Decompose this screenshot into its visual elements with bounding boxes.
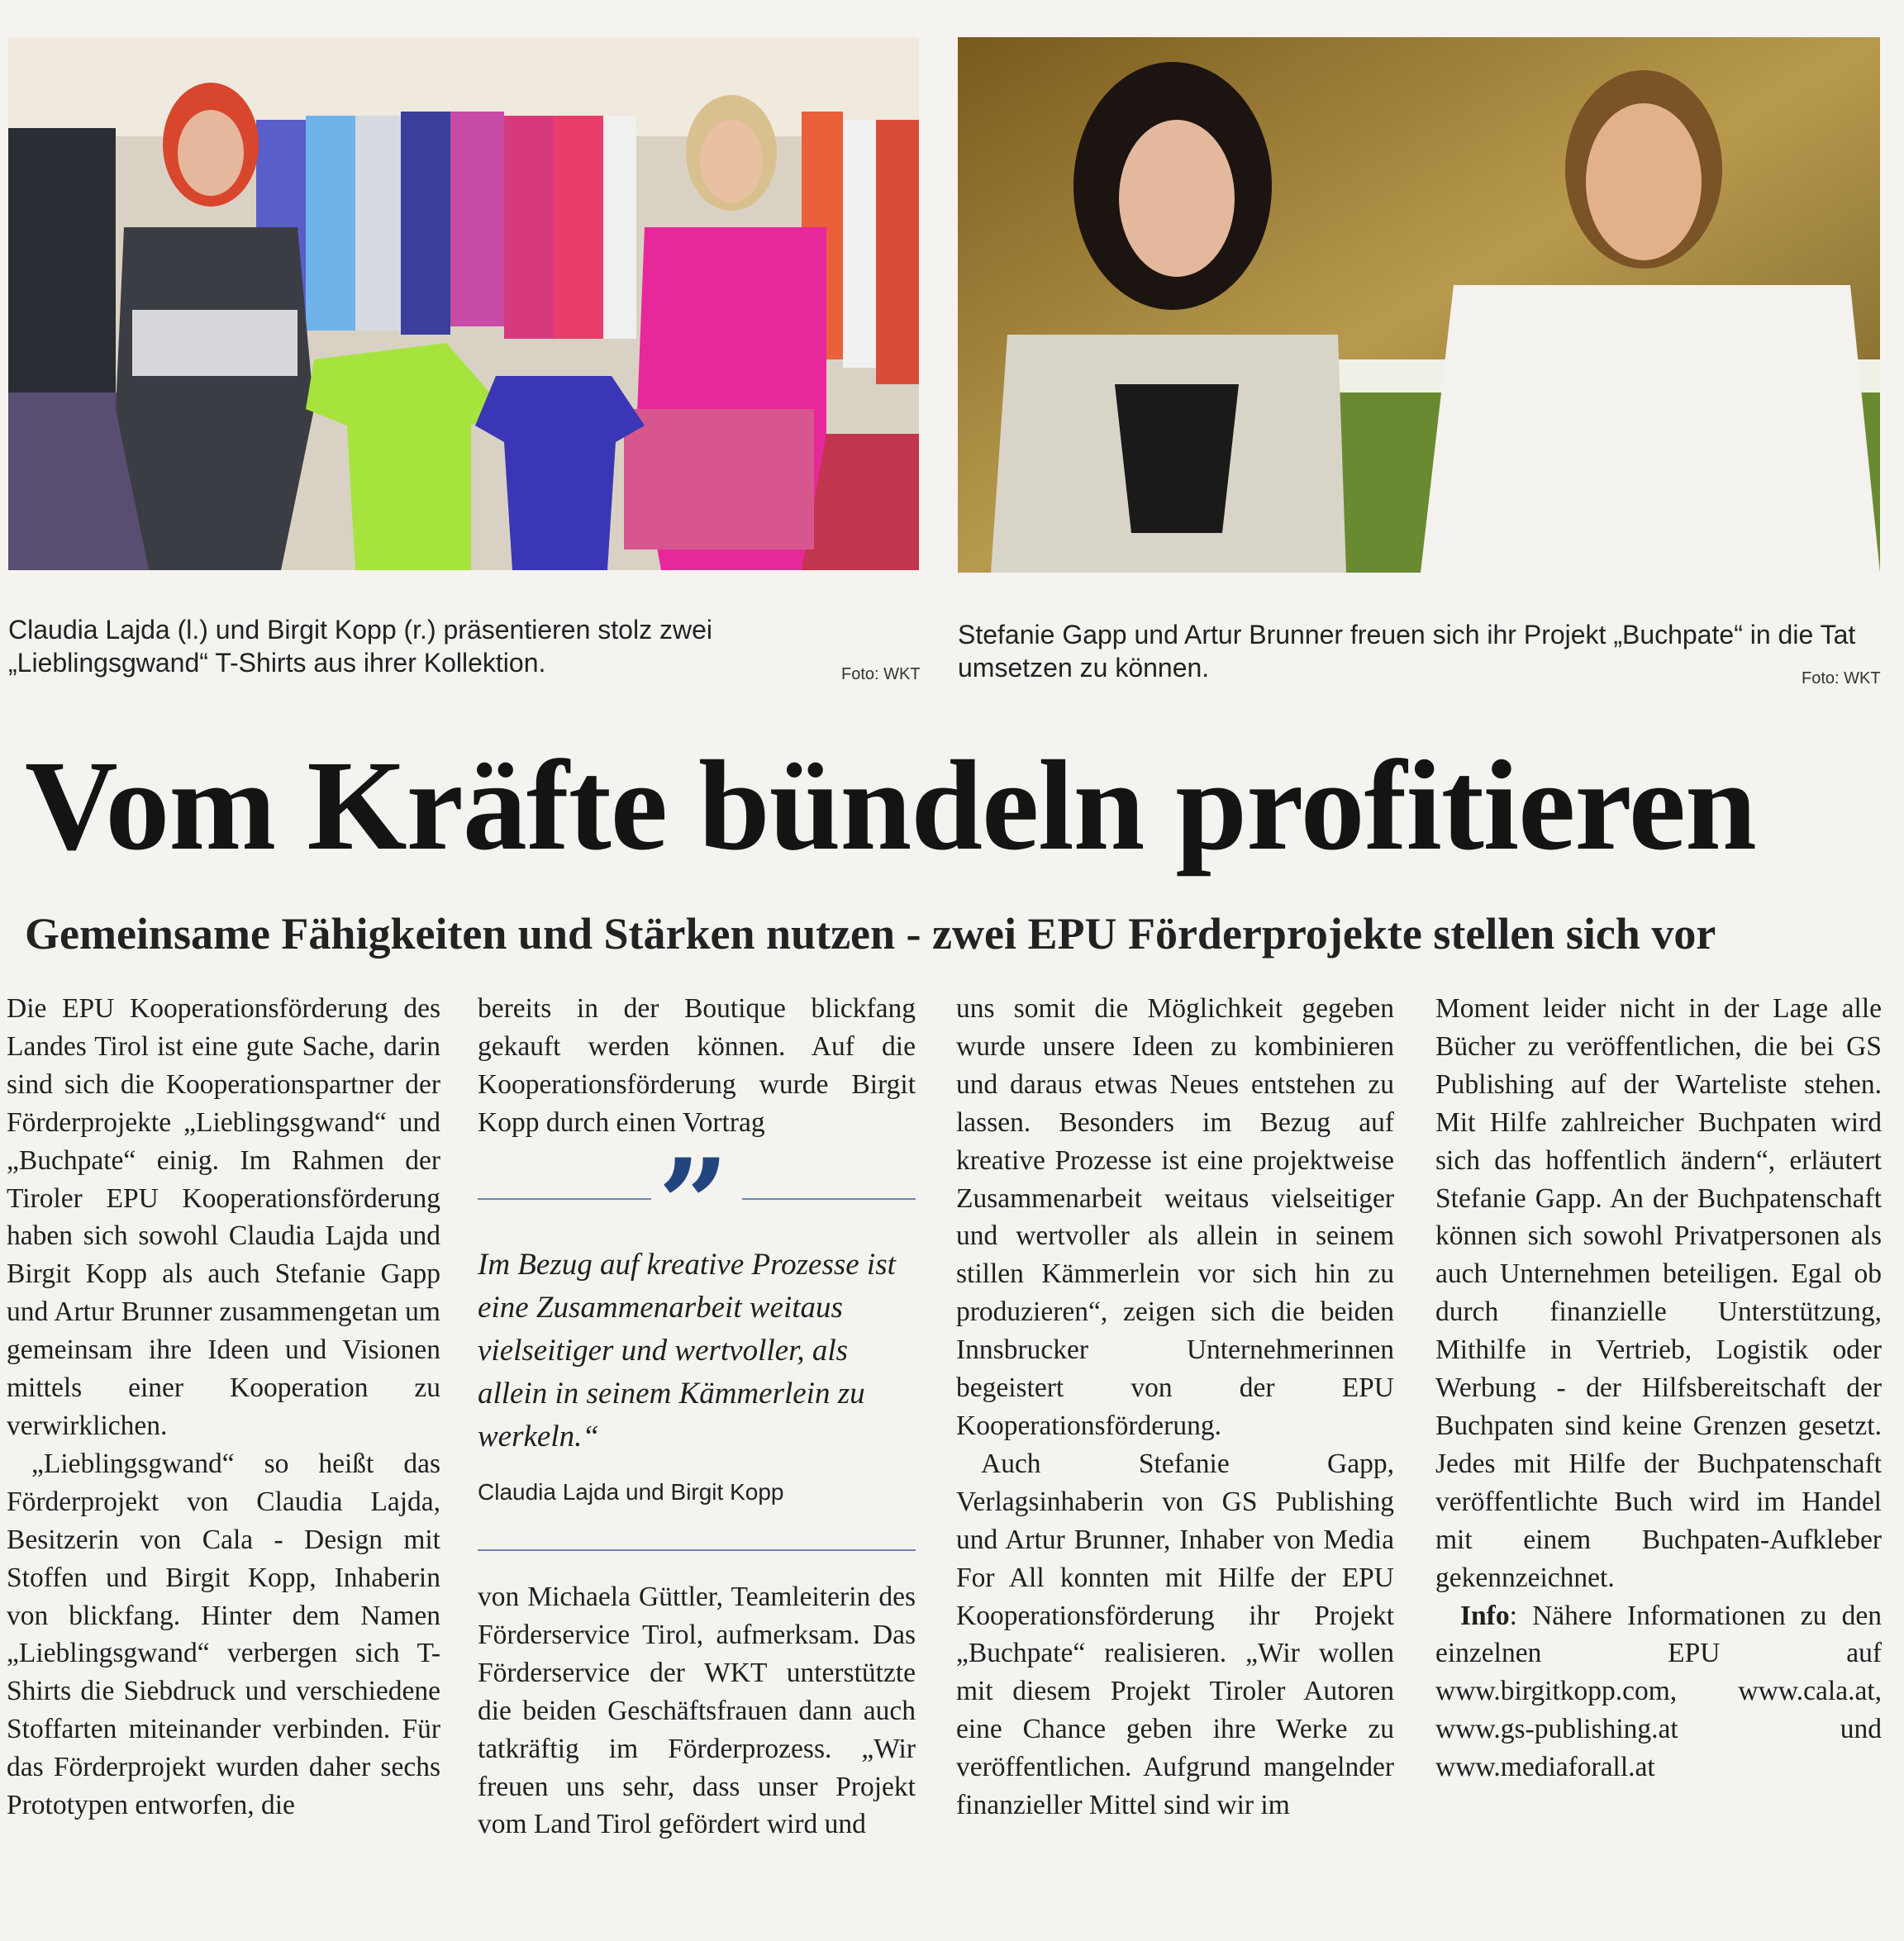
body-paragraph: „Lieblingsgwand“ so heißt das Förderprojekt von Claudia Lajda, Besitzerin von Cala - Design mit Stoffen und Birgit Kopp, Inhaberin von blickfang. Hinter dem Namen „Lieblingsgwand“ verbergen sich T-Shirts die Siebdruck und verschiedene Stoffarten miteinander verbinden. Für das Förderprojekt wurden daher sechs Prototypen entworfen, die <box>7 1448 440 1821</box>
article-subheadline: Gemeinsame Fähigkeiten und Stärken nutzen - zwei EPU Förderprojekte stellen sich vor <box>25 909 1716 959</box>
article-column-2-bottom <box>478 1578 916 1843</box>
pull-quote <box>478 1132 916 1558</box>
photo-buchpate-founders <box>958 37 1880 573</box>
body-paragraph: Moment leider nicht in der Lage alle Bücher zu veröffentlichen, die bei GS Publishing auf der Warteliste stehen. Mit Hilfe zahlreicher Buchpaten wird sich das hoffentlich ändern“, erläutert Stefanie Gapp. An der Buchpatenschaft können sich sowohl Privatpersonen als auch Unternehmen beteiligen. Egal ob durch finanzielle Unterstützung, Mithilfe in Vertrieb, Logistik oder Werbung - der Hilfsbereitschaft der Buchpaten sind keine Grenzen gesetzt. Jedes mit Hilfe der Buchpatenschaft veröffentlichte Buch wird im Handel mit einem Buchpaten-Aufkleber gekennzeichnet. <box>1435 993 1882 1593</box>
pull-quote-text: Im Bezug auf kreative Prozesse ist eine Zusammenarbeit weitaus vielseitiger und wertvoller, als allein in seinem Kämmerlein zu werkeln.“ <box>478 1248 896 1453</box>
info-text: : Nähere Informationen zu den einzelnen EPU auf www.birgitkopp.com, www.cala.at, www.gs-publishing.at und www.mediaforall.at <box>1435 1600 1882 1783</box>
body-paragraph: uns somit die Möglichkeit gegeben wurde unsere Ideen zu kombinieren und daraus etwas Neues entstehen zu lassen. Besonders im Bezug auf kreative Prozesse ist eine projektweise Zusammenarbeit weitaus vielseitiger und wertvoller als allein in seinem stillen Kämmerlein vor sich hin zu produzieren“, zeigen sich die beiden Innsbrucker Unternehmerinnen begeistert von der EPU Kooperationsförderung. <box>956 993 1394 1441</box>
quote-mark-icon: ” <box>658 1132 730 1277</box>
article-column-4 <box>1435 990 1882 1786</box>
boutique-photo-illustration <box>8 37 919 570</box>
article-column-1 <box>7 990 440 1824</box>
article-column-2-top <box>478 990 916 1142</box>
info-label: Info <box>1460 1600 1510 1631</box>
body-paragraph: bereits in der Boutique blickfang gekauft werden können. Auf die Kooperationsförderung wurde Birgit Kopp durch einen Vortrag <box>478 993 916 1138</box>
photo-boutique-tshirts <box>8 37 919 570</box>
body-paragraph: Die EPU Kooperationsförderung des Landes Tirol ist eine gute Sache, darin sind sich die Kooperationspartner der Förderprojekte „Lieblingsgwand“ und „Buchpate“ einig. Im Rahmen der Tiroler EPU Kooperationsförderung haben sich sowohl Claudia Lajda und Birgit Kopp als auch Stefanie Gapp und Artur Brunner zusammengetan um gemeinsam ihre Ideen und Visionen mittels einer Kooperation zu verwirklichen. <box>7 993 440 1441</box>
pull-quote-attribution: Claudia Lajda und Birgit Kopp <box>478 1479 784 1505</box>
photo-credit-right: Foto: WKT <box>1802 669 1881 687</box>
founders-photo-illustration <box>958 37 1880 573</box>
quote-rule-bottom <box>478 1549 916 1551</box>
quote-rule-top-left <box>478 1198 651 1200</box>
body-paragraph: von Michaela Güttler, Teamleiterin des Förderservice Tirol, aufmerksam. Das Förderservice der WKT unterstützte die beiden Geschäftsfrauen dann auch tatkräftig im Förderprozess. „Wir freuen uns sehr, dass unser Projekt vom Land Tirol gefördert wird und <box>478 1582 916 1840</box>
quote-rule-top-right <box>742 1198 916 1200</box>
photo-caption-left: Claudia Lajda (l.) und Birgit Kopp (r.) präsentieren stolz zwei „Lieblingsgwand“ T-Shirts aus ihrer Kollektion. <box>8 615 712 678</box>
photo-credit-left: Foto: WKT <box>841 665 921 683</box>
article-headline: Vom Kräfte bündeln profitieren <box>25 734 1756 877</box>
photo-caption-right: Stefanie Gapp und Artur Brunner freuen sich ihr Projekt „Buchpate“ in die Tat umsetzen zu können. <box>958 620 1856 683</box>
info-paragraph <box>1435 1597 1882 1787</box>
article-column-3 <box>956 990 1394 1824</box>
body-paragraph: Auch Stefanie Gapp, Verlagsinhaberin von GS Publishing und Artur Brunner, Inhaber von Media For All konnten mit Hilfe der EPU Kooperationsförderung ihr Projekt „Buchpate“ realisieren. „Wir wollen mit diesem Projekt Tiroler Autoren eine Chance geben ihre Werke zu veröffentlichen. Aufgrund mangelnder finanzieller Mittel sind wir im <box>956 1448 1394 1821</box>
